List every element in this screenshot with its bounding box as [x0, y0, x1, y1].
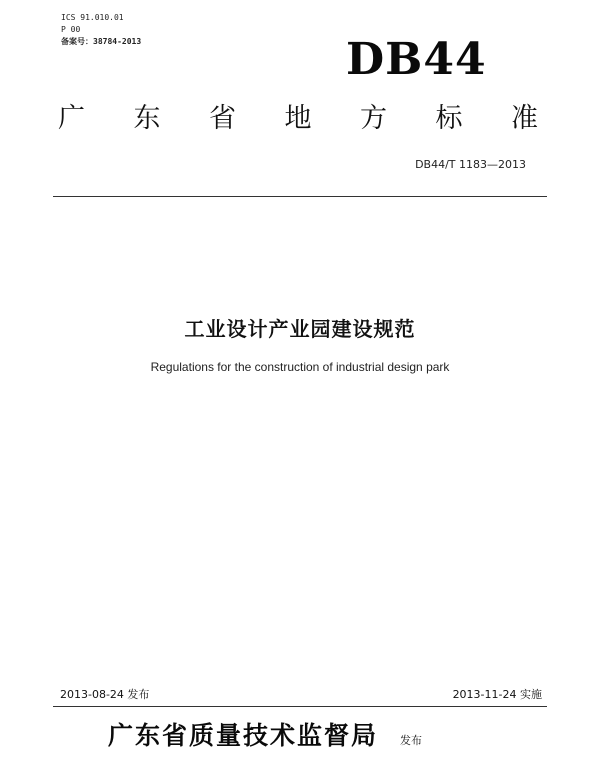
publisher-line: [108, 716, 422, 752]
standard-type-char: 准: [511, 102, 538, 134]
record-number: 备案号：38784-2013: [61, 37, 142, 46]
standard-type-title: [58, 95, 538, 135]
top-divider: [53, 196, 547, 197]
standard-type-char: 省: [209, 102, 236, 134]
publisher-suffix: 发布: [400, 734, 423, 747]
publisher-name: 广东省质量技术监督局: [108, 721, 379, 750]
standard-type-char: 广: [58, 102, 85, 134]
bottom-divider: [53, 706, 547, 707]
document-title-english: Regulations for the construction of industrial design park: [150, 360, 450, 374]
category-code: P 00: [61, 25, 81, 34]
standard-type-char: 东: [133, 102, 161, 134]
standard-type-char: 标: [435, 102, 463, 134]
standard-type-char: 地: [284, 102, 312, 134]
ics-code: ICS 91.010.01: [61, 13, 124, 22]
classification-block: [61, 12, 141, 48]
standard-number: DB44/T 1183—2013: [415, 158, 526, 171]
document-title-chinese: 工业设计产业园建设规范: [184, 317, 416, 341]
db44-logo: DB44: [346, 34, 487, 85]
implementation-date: 2013-11-24 实施: [452, 688, 542, 701]
issue-date: 2013-08-24 发布: [60, 688, 150, 701]
standard-type-char: 方: [360, 102, 387, 134]
